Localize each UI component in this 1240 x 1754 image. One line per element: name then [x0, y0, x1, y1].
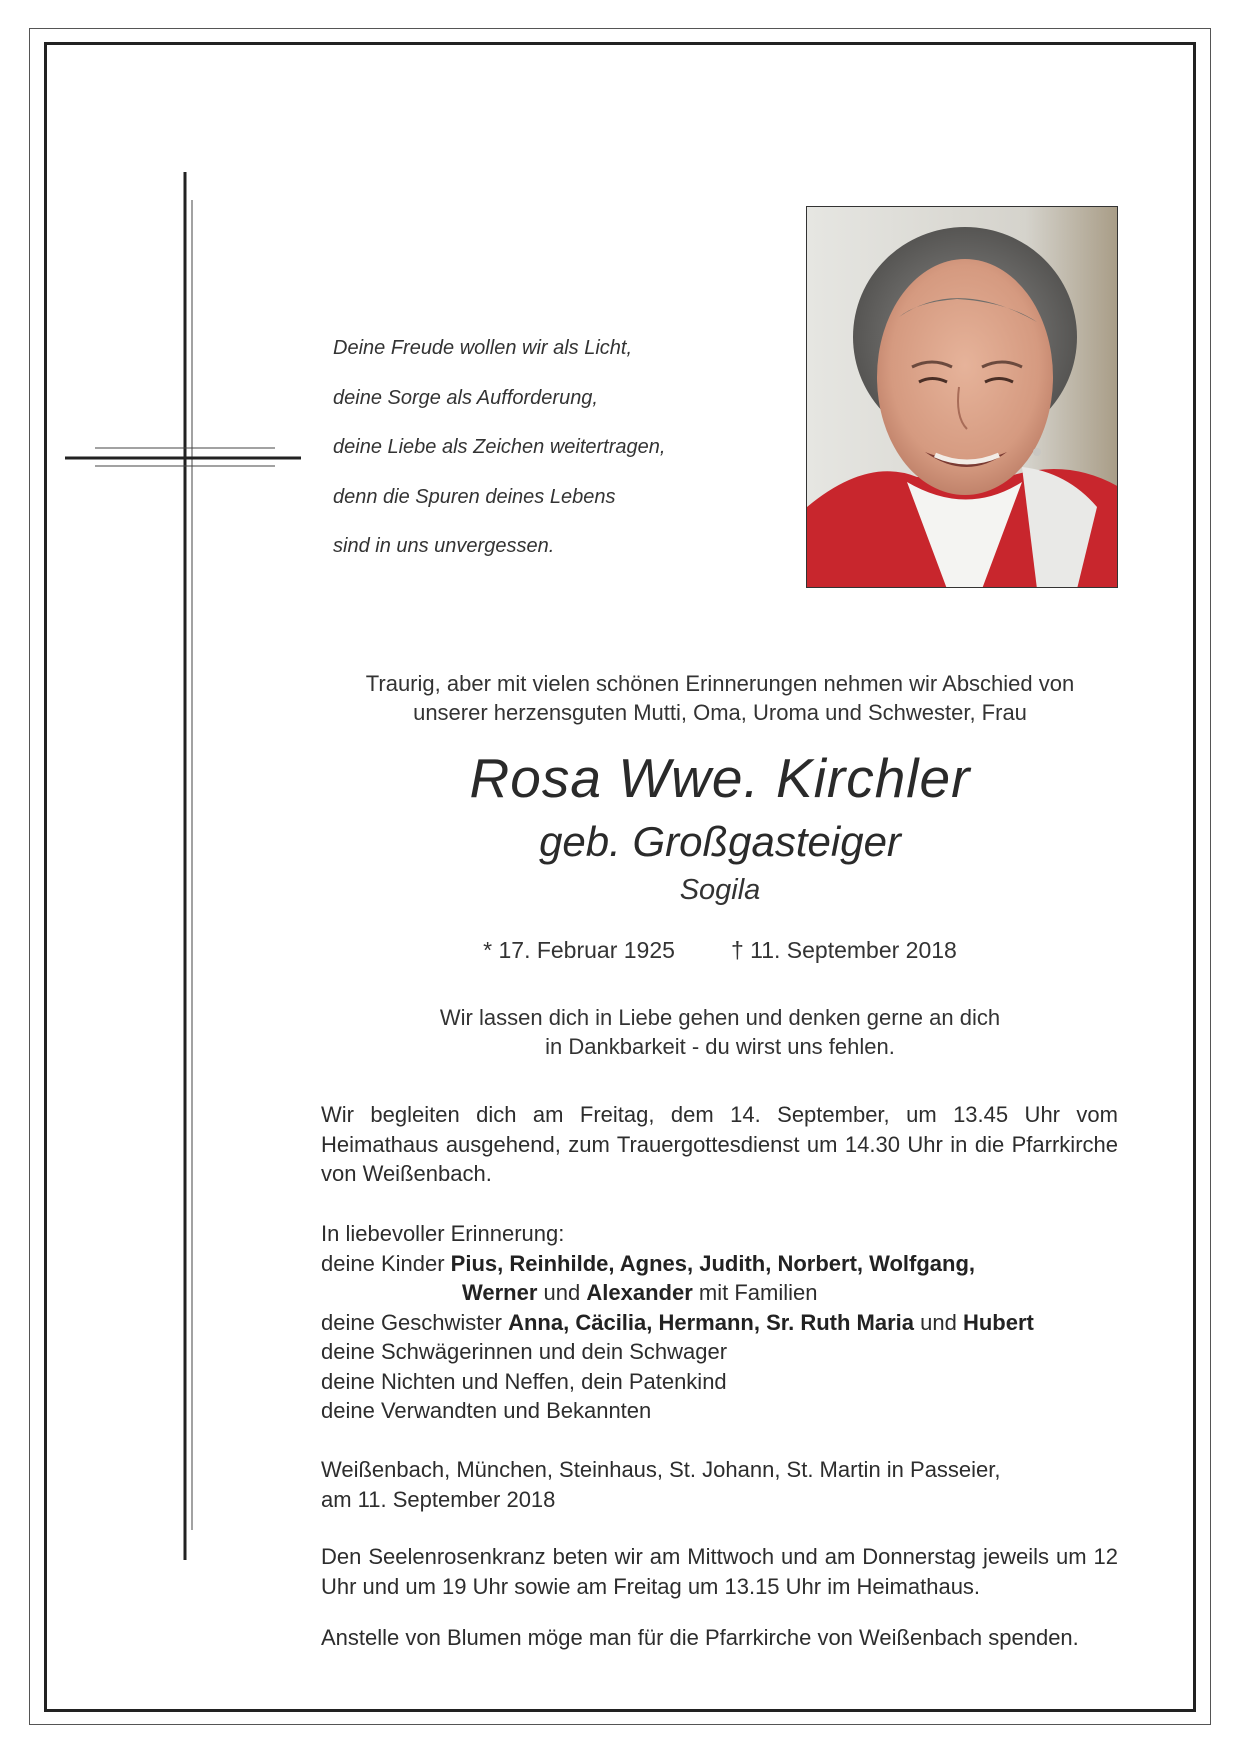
siblings-line: [321, 1308, 1118, 1338]
portrait-photo: [806, 206, 1118, 588]
poem-line: deine Liebe als Zeichen weitertragen,: [333, 436, 666, 458]
cross-icon: [65, 170, 305, 1560]
deceased-name: Rosa Wwe. Kirchler: [469, 747, 971, 809]
intro-line: Traurig, aber mit vielen schönen Erinnerungen nehmen wir Abschied von: [365, 671, 1075, 696]
farewell-line: in Dankbarkeit - du wirst uns fehlen.: [545, 1034, 895, 1059]
siblings-prefix: deine Geschwister: [321, 1309, 502, 1335]
children-suffix: mit Familien: [698, 1280, 818, 1305]
poem: [333, 337, 665, 585]
places-date: [321, 1455, 1118, 1514]
places-line: Weißenbach, München, Steinhaus, St. Johann, St. Martin in Passeier,: [321, 1457, 1001, 1482]
poem-line: deine Sorge als Aufforderung,: [333, 386, 598, 409]
life-dates: [300, 935, 1140, 965]
poem-line: denn die Spuren deines Lebens: [333, 485, 616, 508]
relatives-line: deine Verwandten und Bekannten: [321, 1398, 652, 1423]
children-name: Alexander: [586, 1280, 693, 1305]
portrait-image: [807, 207, 1118, 588]
nieces-line: deine Nichten und Neffen, dein Patenkind: [321, 1368, 727, 1394]
date-line: am 11. September 2018: [321, 1486, 556, 1512]
children-prefix: deine Kinder: [321, 1250, 445, 1276]
poem-line: sind in uns unvergessen.: [333, 535, 555, 557]
children-name: Werner: [462, 1280, 538, 1305]
children-line-2: [321, 1278, 1118, 1308]
birth-date: * 17. Februar 1925: [483, 937, 675, 963]
inlaws-line: deine Schwägerinnen und dein Schwager: [321, 1339, 728, 1364]
death-date: † 11. September 2018: [730, 937, 957, 963]
children-line: [321, 1249, 1118, 1279]
flowers-note: Anstelle von Blumen möge man für die Pfarrkirche von Weißenbach spenden.: [321, 1625, 1079, 1650]
farewell-text: [300, 1003, 1140, 1061]
intro-line: unserer herzensguten Mutti, Oma, Uroma und Schwester, Frau: [413, 700, 1027, 725]
poem-line: Deine Freude wollen wir als Licht,: [333, 337, 633, 359]
memory-heading: In liebevoller Erinnerung:: [321, 1221, 565, 1246]
nickname: Sogila: [679, 874, 761, 906]
siblings-names: Anna, Cäcilia, Hermann, Sr. Ruth Maria: [508, 1309, 914, 1335]
intro-text: [300, 669, 1140, 727]
mourners-list: [321, 1219, 1118, 1426]
maiden-name: geb. Großgasteiger: [539, 818, 901, 865]
farewell-line: Wir lassen dich in Liebe gehen und denken gerne an dich: [439, 1005, 1001, 1030]
children-names: Pius, Reinhilde, Agnes, Judith, Norbert, Wolfgang,: [450, 1250, 976, 1276]
rosary-announcement: Den Seelenrosenkranz beten wir am Mittwoch und am Donnerstag jeweils um 12 Uhr und um 19 Uhr sowie am Freitag um 13.15 Uhr im Heimathaus.: [321, 1544, 1118, 1599]
conjunction: und: [920, 1309, 957, 1335]
sibling-name: Hubert: [962, 1309, 1034, 1335]
funeral-announcement: Wir begleiten dich am Freitag, dem 14. September, um 13.45 Uhr vom Heimathaus ausgehend, zum Trauergottesdienst um 14.30 Uhr in die Pfarrkirche von Weißenbach.: [321, 1102, 1118, 1186]
conjunction: und: [543, 1280, 581, 1305]
